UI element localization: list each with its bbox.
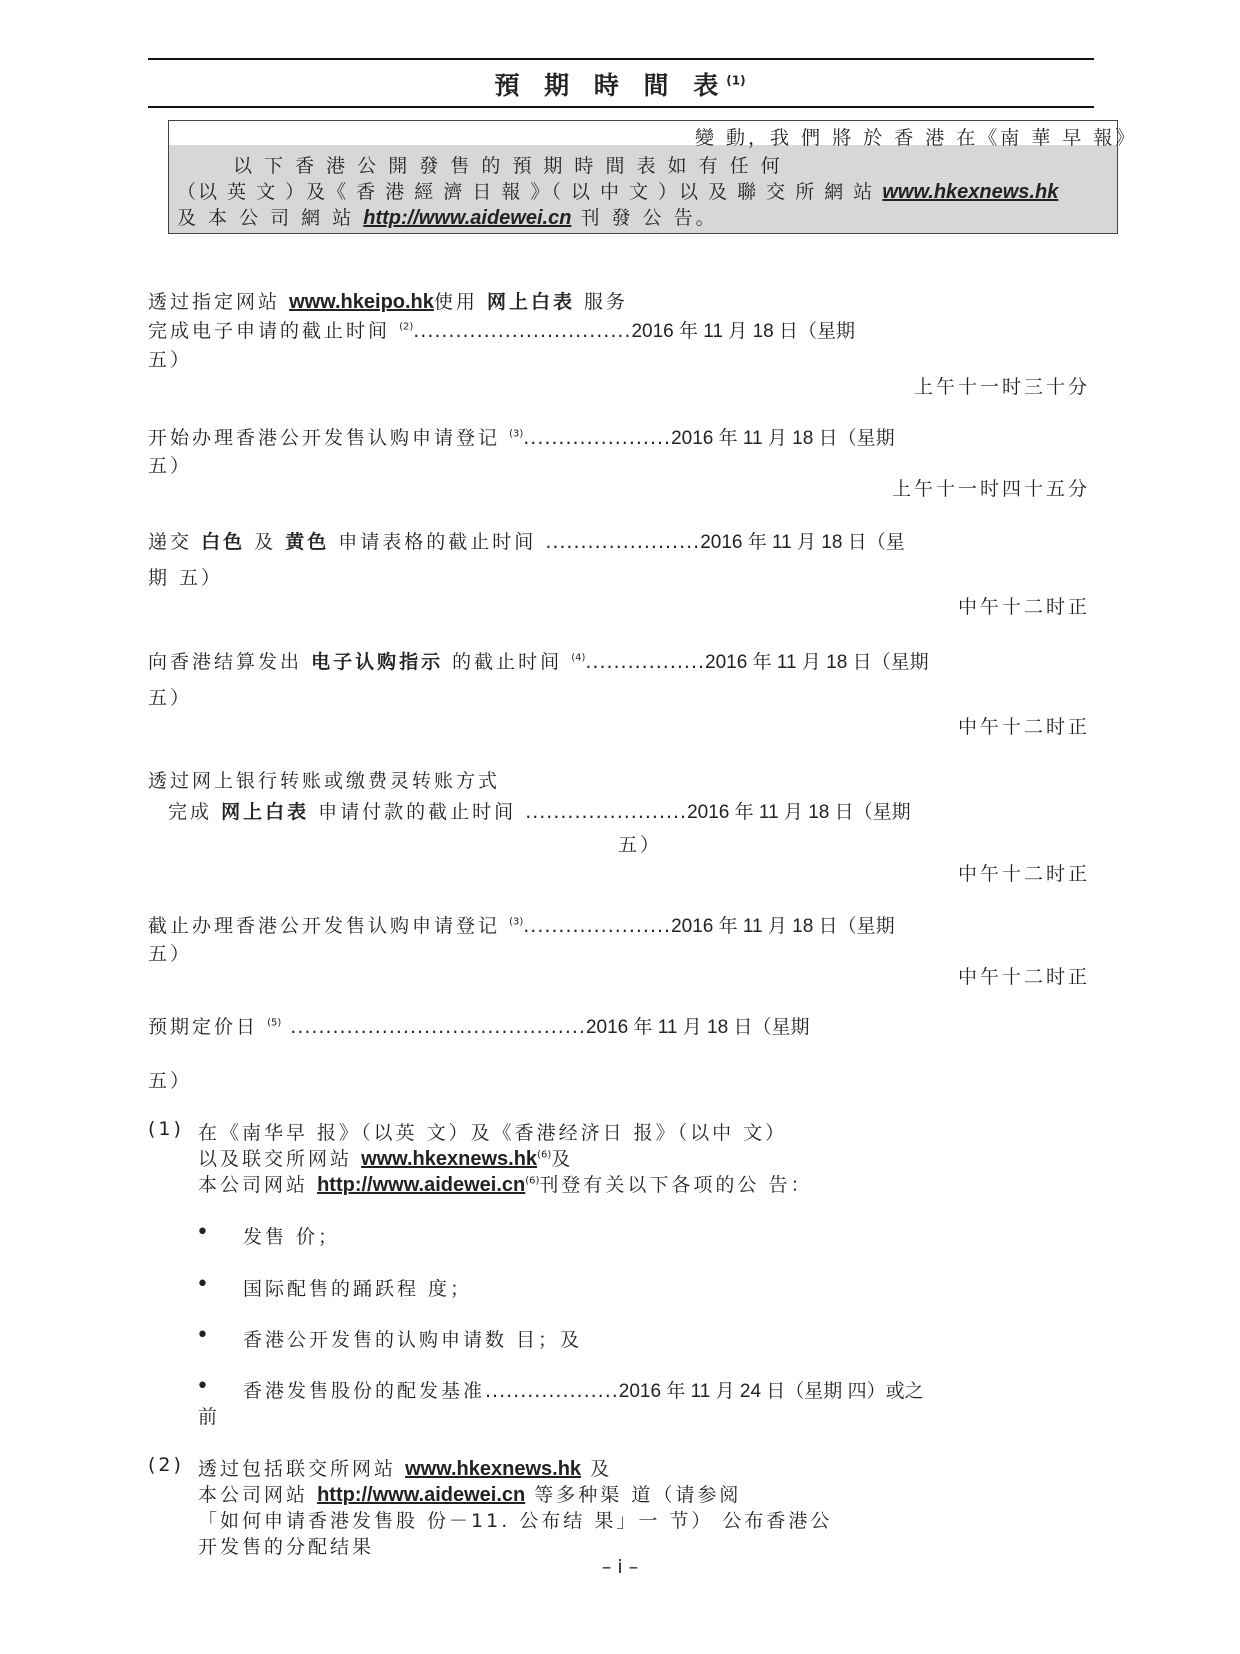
row-4-time: 中午十二时正 <box>957 716 1090 738</box>
timetable-row-1: 完成电子申请的截止时间 $^{(2)}$...............................2016 年 11 月 18 日（星期 <box>148 320 855 342</box>
note-2-line-4: 开发售的分配结果 <box>198 1536 375 1558</box>
note-1-line-1: 在《南华早 报》（以英 文）及《香港经济日 报》（以中 文） <box>198 1122 788 1144</box>
timetable-row-2: 开始办理香港公开发售认购申请登记 $^{(3)}$.....................2016 年 11 月 18 日（星期 <box>148 427 895 449</box>
hkexnews-link[interactable]: www.hkexnews.hk <box>882 181 1059 203</box>
aidewei-link[interactable]: http://www.aidewei.cn <box>317 1484 526 1506</box>
row-5-time: 中午十二时正 <box>957 863 1090 885</box>
row-6-time: 中午十二时正 <box>957 966 1090 988</box>
row-2-time: 上午十一时四十五分 <box>891 478 1090 500</box>
bullet-icon: • <box>196 1220 209 1245</box>
note-1-line-2: 以及联交所网站 $www.hkexnews.hk^{(6)}$及 <box>198 1148 574 1170</box>
timetable-row-5-intro: 透过网上银行转账或缴费灵转账方式 <box>148 770 501 792</box>
timetable-row-3: 递交 白色 及 黄色 申请表格的截止时间 ......................2016 年 11 月 18 日（星 <box>148 531 905 553</box>
note-2-line-2: 本公司网站 http://www.aidewei.cn 等多种渠 道（请参阅 <box>198 1484 742 1506</box>
note-1-marker: (1) <box>148 1118 184 1140</box>
hkexnews-link[interactable]: www.hkexnews.hk <box>405 1458 582 1480</box>
top-rule <box>148 58 1094 60</box>
row-3-time: 中午十二时正 <box>957 596 1090 618</box>
timetable-row-1-intro: 透过指定网站 www.hkeipo.hk使用 网上白表 服务 <box>148 291 629 313</box>
row-2-date-wrap: 五） <box>148 455 193 477</box>
note-2-line-3: 「如何申请香港发售股 份－11. 公布结 果」一 节） 公布香港公 <box>198 1510 833 1532</box>
bullet-icon: • <box>196 1374 209 1399</box>
hkexnews-link[interactable]: www.hkexnews.hk <box>361 1148 538 1170</box>
row-6-date-wrap: 五） <box>148 943 193 965</box>
aidewei-link[interactable]: http://www.aidewei.cn <box>317 1174 526 1196</box>
hkeipo-link[interactable]: www.hkeipo.hk <box>289 291 434 313</box>
aidewei-link[interactable]: http://www.aidewei.cn <box>363 207 572 229</box>
timetable-row-6: 截止办理香港公开发售认购申请登记 $^{(3)}$.....................2016 年 11 月 18 日（星期 <box>148 915 895 937</box>
note-1-bullet-4-wrap: 前 <box>198 1406 221 1428</box>
note-2-line-1: 透过包括联交所网站 www.hkexnews.hk 及 <box>198 1458 613 1480</box>
bullet-icon: • <box>196 1323 209 1348</box>
row-1-time: 上午十一时三十分 <box>913 376 1090 398</box>
note-1-bullet-4: 香港发售股份的配发基准...................2016 年 11 月 24 日（星期 四）或之 <box>243 1380 924 1402</box>
row-5-date-wrap: 五） <box>618 834 663 856</box>
note-1-bullet-2: 国际配售的踊跃程 度； <box>243 1278 473 1300</box>
row-1-date-wrap: 五） <box>148 349 193 371</box>
note-2-marker: (2) <box>148 1454 184 1476</box>
bullet-icon: • <box>196 1272 209 1297</box>
notice-line-4: 及 本 公 司 網 站 http://www.aidewei.cn 刊 發 公 告。 <box>177 207 718 229</box>
notice-line-2: 以 下 香 港 公 開 發 售 的 預 期 時 間 表 如 有 任 何 <box>233 155 783 177</box>
row-7-date-wrap: 五） <box>148 1070 193 1092</box>
notice-line-3: （以 英 文 ）及《 香 港 經 濟 日 報 》（ 以 中 文 ）以 及 聯 交 所 網 站 www.hkexnews.hk <box>177 181 1059 203</box>
note-1-bullet-3: 香港公开发售的认购申请数 目；及 <box>243 1329 583 1351</box>
timetable-row-5: 完成 网上白表 申请付款的截止时间 .......................2016 年 11 月 18 日（星期 <box>168 801 911 823</box>
timetable-row-7: 预期定价日 $^{(5)}$ ..........................................2016 年 11 月 18 日（星期 <box>148 1016 810 1038</box>
timetable-row-4: 向香港结算发出 电子认购指示 的截止时间 $^{(4)}$.................2016 年 11 月 18 日（星期 <box>148 651 929 673</box>
note-1-bullet-1: 发售 价； <box>243 1226 341 1248</box>
row-3-date-wrap: 期 五） <box>148 567 224 589</box>
notice-line-1: 變 動，我 們 將 於 香 港 在《南 華 早 報》 <box>695 127 1138 149</box>
title-underline-rule <box>148 106 1094 108</box>
notice-box <box>168 120 1138 234</box>
page-number: – i – <box>601 1556 639 1578</box>
note-1-line-3: 本公司网站 $http://www.aidewei.cn^{(6)}$刊登有关以下各项的公 告： <box>198 1174 813 1196</box>
row-4-date-wrap: 五） <box>148 687 193 709</box>
page-title: 預 期 時 間 表$^{(1)}$ <box>494 71 746 100</box>
